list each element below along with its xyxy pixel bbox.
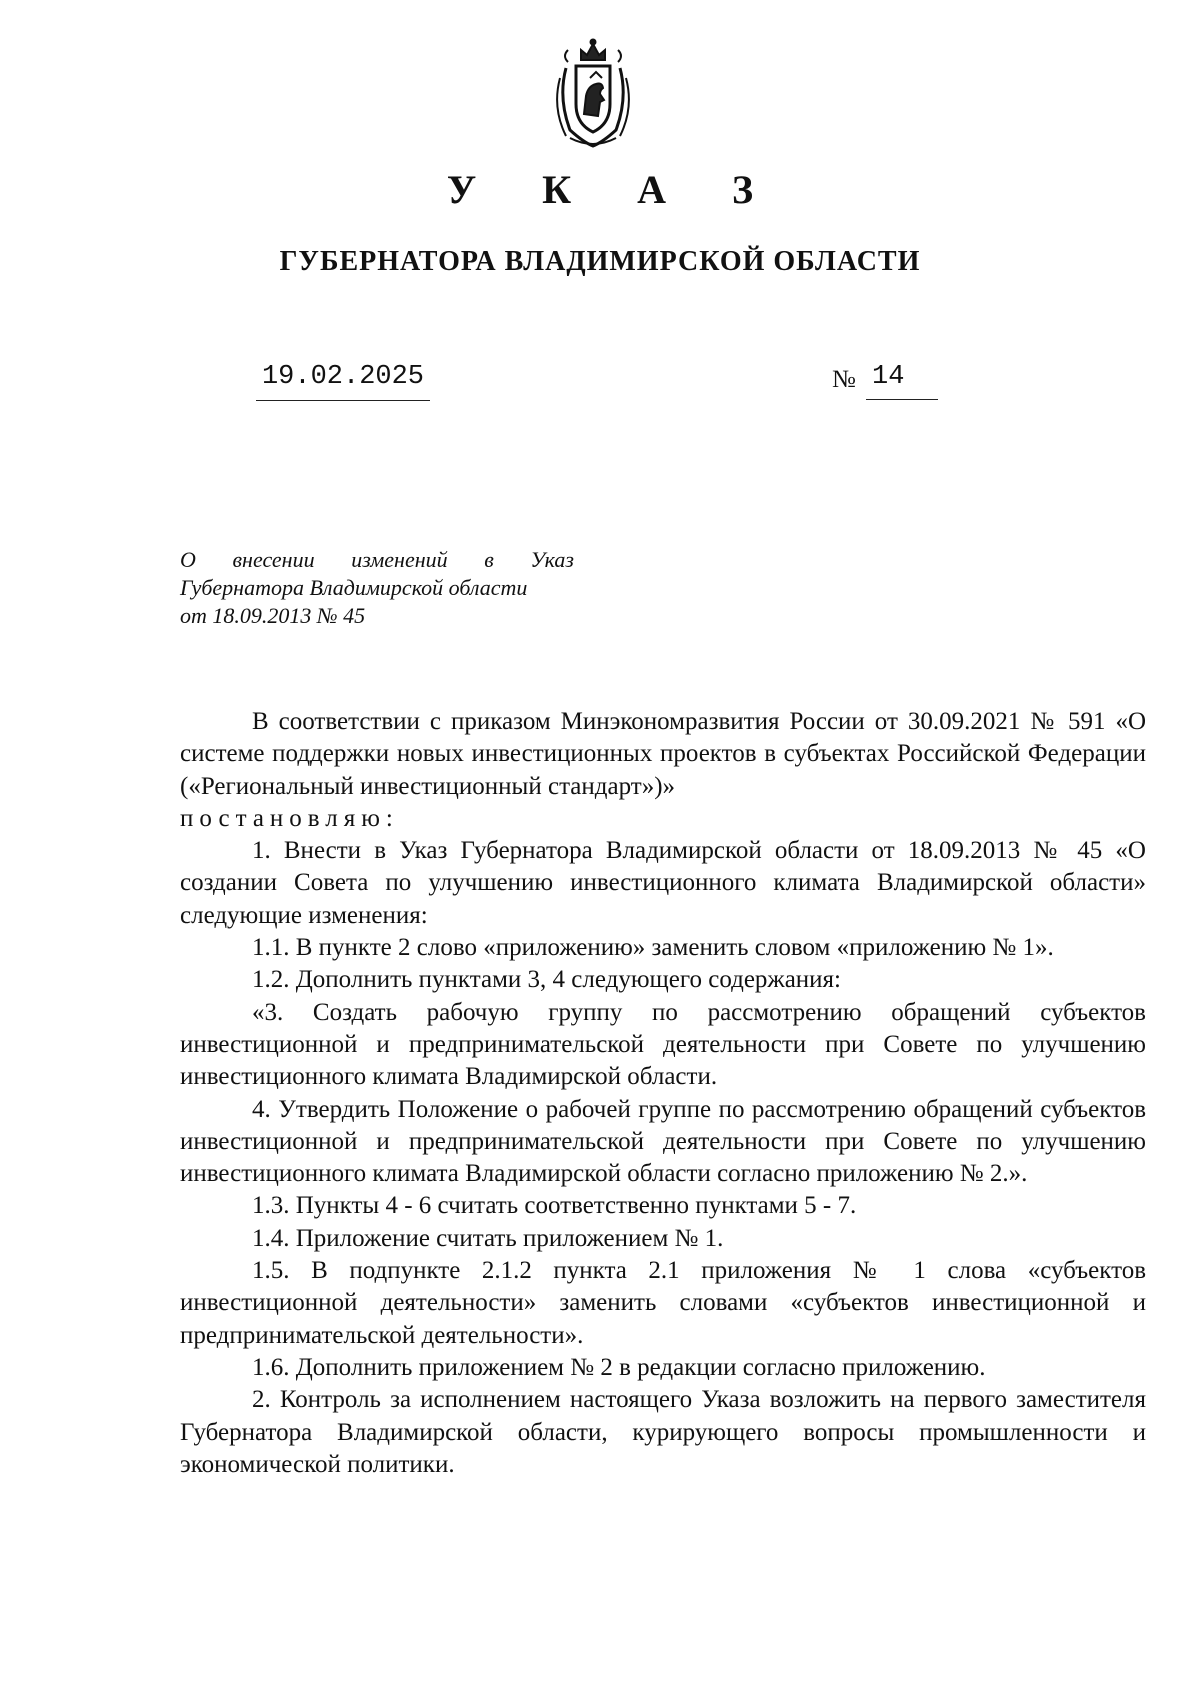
coat-of-arms-emblem xyxy=(548,38,638,150)
paragraph-1-2: 1.2. Дополнить пунктами 3, 4 следующего содержания: xyxy=(252,966,841,994)
paragraph-2: 2. Контроль за исполнением настоящего Указа возложить на первого заместителя Губернатора Владимирской области, курирующего вопросы промышленности и экономической политики. xyxy=(180,1386,1146,1478)
document-title: У К А З xyxy=(446,167,782,212)
document-subtitle: ГУБЕРНАТОРА ВЛАДИМИРСКОЙ ОБЛАСТИ xyxy=(279,246,921,277)
subject-line: от 18.09.2013 № 45 xyxy=(180,603,366,628)
paragraph-1-5: 1.5. В подпункте 2.1.2 пункта 2.1 приложения № 1 слова «субъектов инвестиционной деятельности» заменить словами «субъектов инвестиционной и предпринимательской деятельности». xyxy=(180,1257,1146,1349)
paragraph-1-3: 1.3. Пункты 4 - 6 считать соответственно пунктами 5 - 7. xyxy=(252,1192,857,1220)
paragraph-1: 1. Внести в Указ Губернатора Владимирской области от 18.09.2013 № 45 «О создании Совета по улучшению инвестиционного климата Владимирской области» следующие изменения: xyxy=(180,837,1146,929)
decree-number: 14 xyxy=(866,362,938,400)
subject-line: Губернатора Владимирской области xyxy=(180,575,528,600)
decree-body xyxy=(180,706,1146,1481)
subject-line: О внесении изменений в Указ xyxy=(180,547,574,572)
decree-word: постановляю: xyxy=(180,804,399,832)
decree-subject xyxy=(180,546,574,630)
paragraph-1-4: 1.4. Приложение считать приложением № 1. xyxy=(252,1224,724,1252)
paragraph-1-6: 1.6. Дополнить приложением № 2 в редакции согласно приложению. xyxy=(252,1353,986,1381)
paragraph-1-1: 1.1. В пункте 2 слово «приложению» заменить словом «приложению № 1». xyxy=(252,934,1054,962)
preamble-paragraph: В соответствии с приказом Минэкономразвития России от 30.09.2021 № 591 «О системе поддержки новых инвестиционных проектов в субъектах Российской Федерации («Региональный инвестиционный стандарт»)» xyxy=(180,708,1146,800)
paragraph-4-new: 4. Утвердить Положение о рабочей группе по рассмотрению обращений субъектов инвестиционной и предпринимательской деятельности при Совете по улучшению инвестиционного климата Владимирской области согласно приложению № 2.». xyxy=(180,1095,1146,1188)
decree-date: 19.02.2025 xyxy=(256,362,430,401)
paragraph-3-new: «3. Создать рабочую группу по рассмотрению обращений субъектов инвестиционной и предпринимательской деятельности при Совете по улучшению инвестиционного климата Владимирской области. xyxy=(180,998,1146,1091)
number-label: № xyxy=(832,366,856,393)
